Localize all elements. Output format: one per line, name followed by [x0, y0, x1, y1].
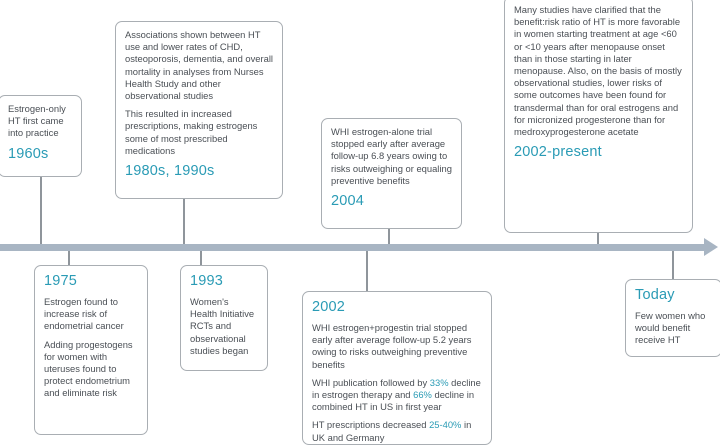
event-year: Today — [635, 287, 675, 303]
event-text: Many studies have clarified that the benefit:risk ratio of HT is more favorable in women starting treatment at age <60 or <10 years after menopause onset than in those starting in later menopause. Also, on the basis of mostly observational studies, lower risks of some outcomes have been found for transdermal than for oral estrogens and for micronized progesterone than for medroxyprogesterone acetate — [514, 4, 682, 138]
timeline-axis — [0, 244, 706, 251]
event-year: 2004 — [331, 193, 365, 210]
event-year: 1975 — [44, 273, 78, 289]
connector-2002 — [366, 251, 368, 292]
connector-1980s — [183, 198, 185, 244]
event-text: Estrogen-only HT first came into practice — [8, 103, 66, 139]
event-card-1960s — [0, 95, 82, 177]
connector-2002-present — [597, 232, 599, 244]
event-year: 1993 — [190, 273, 224, 289]
text-segment: in UK and Germany — [312, 419, 472, 443]
event-card-2002-present — [504, 0, 693, 233]
event-year: 2002 — [312, 299, 346, 315]
text-segment: decline in estrogen therapy and — [312, 376, 481, 401]
connector-today — [672, 251, 674, 280]
event-card-2004 — [321, 118, 462, 229]
event-year: 2002-present — [514, 144, 602, 161]
event-year: 1960s — [8, 145, 49, 162]
event-card-1980s-1990s — [115, 21, 283, 199]
event-text: WHI estrogen+progestin trial stopped early after average follow-up 5.2 years owing to risks outweighing preventive benefits — [312, 322, 472, 370]
connector-1960s — [40, 176, 42, 244]
text-segment: HT prescriptions decreased — [312, 419, 430, 431]
event-text: Estrogen found to increase risk of endometrial cancer — [44, 296, 124, 332]
timeline-arrowhead — [704, 238, 718, 256]
event-text: Women's Health Initiative RCTs and observational studies began — [190, 296, 255, 356]
highlight-percent: 33% — [429, 376, 449, 388]
event-card-1993 — [180, 265, 268, 371]
event-card-today — [625, 279, 720, 357]
event-text: Adding progestogens for women with uteruses found to protect endometrium and eliminate risk — [44, 338, 133, 399]
event-text: This resulted in increased prescriptions, making estrogens some of most prescribed medications — [125, 108, 258, 156]
event-year: 1980s, 1990s — [125, 163, 215, 180]
connector-2004 — [388, 228, 390, 244]
event-text-statistics — [312, 377, 482, 414]
connector-1993 — [200, 251, 202, 266]
highlight-percent: 25-40% — [429, 419, 462, 431]
event-text: WHI estrogen-alone trial stopped early after average follow-up 6.8 years owing to risks outweighing or equaling preventive benefits — [331, 126, 452, 186]
event-card-1975 — [34, 265, 148, 435]
text-segment: WHI publication followed by — [312, 376, 430, 388]
connector-1975 — [68, 251, 70, 266]
event-text: Associations shown between HT use and lower rates of CHD, osteoporosis, dementia, and overall mortality in analyses from Nurses Health Study and other observational studies — [125, 29, 274, 102]
event-card-2002 — [302, 291, 492, 445]
event-text-prescriptions — [312, 419, 482, 443]
text-segment: decline in combined HT in US in first year — [312, 389, 475, 413]
event-text: Few women who would benefit receive HT — [635, 310, 706, 346]
highlight-percent: 66% — [413, 389, 432, 401]
